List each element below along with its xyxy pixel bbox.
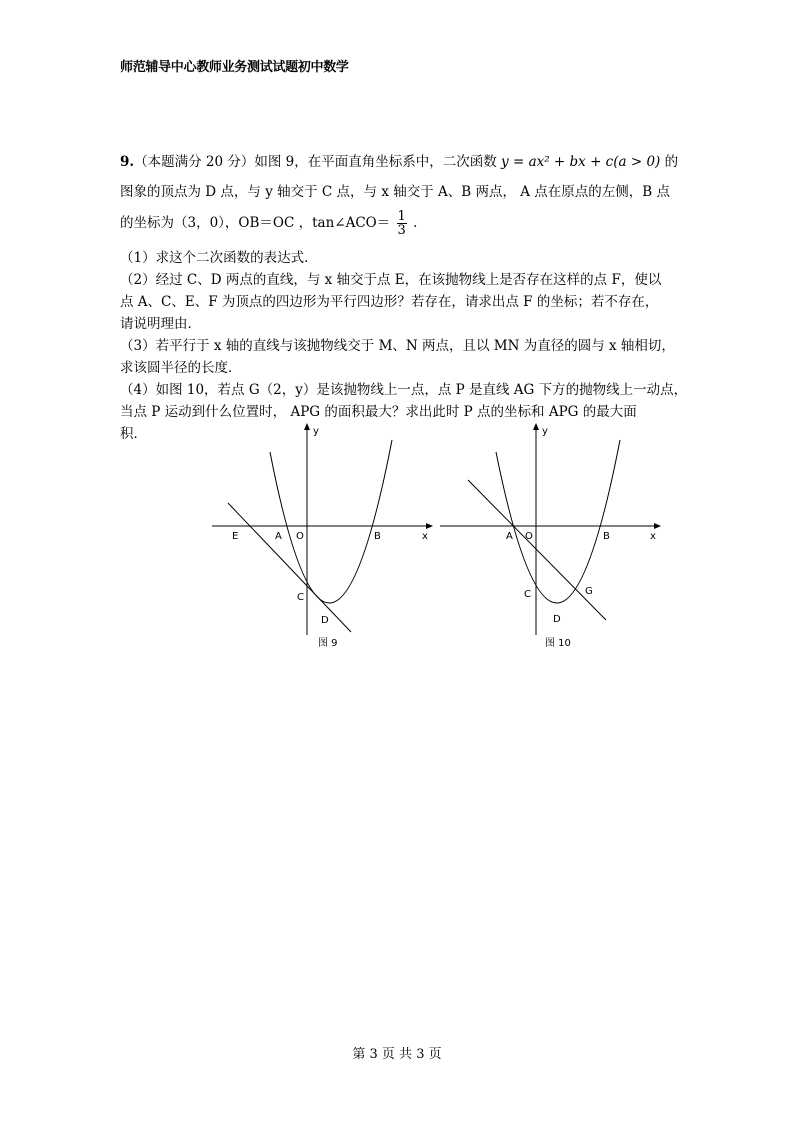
problem-number: 9	[120, 154, 130, 170]
figure-9	[212, 424, 432, 635]
quadratic-formula: y = ax² + bx + c(a > 0)	[501, 154, 661, 170]
question-4-line-1: （4）如图 10，若点 G（2，y）是该抛物线上一点，点 P 是直线 AG 下方的抛物线上一动点，	[120, 382, 688, 398]
fig10-label-y: y	[542, 426, 548, 437]
fig10-label-o: O	[525, 531, 533, 542]
question-2-line-1: （2）经过 C、D 两点的直线，与 x 轴交于点 E，在该抛物线上是否存在这样的点 F，使以	[120, 272, 662, 288]
fig9-label-y: y	[313, 426, 319, 437]
question-4-line-2: 当点 P 运动到什么位置时， APG 的面积最大？求出此时 P 点的坐标和 APG 的最大面	[120, 404, 637, 420]
fig10-label-c: C	[524, 589, 531, 600]
fig9-parabola	[270, 440, 392, 603]
fraction-denominator: 3	[397, 223, 406, 238]
fig9-caption: 图 9	[318, 638, 338, 649]
fig9-label-b: B	[374, 531, 381, 542]
problem-line-2: 图象的顶点为 D 点，与 y 轴交于 C 点，与 x 轴交于 A、B 两点， A 点在原点的左侧，B 点	[120, 184, 671, 200]
given-end: .	[413, 215, 418, 231]
fig9-line-ce	[228, 503, 351, 632]
fig10-label-a: A	[506, 531, 513, 542]
fraction-numerator: 1	[397, 209, 406, 224]
fig9-label-a: A	[275, 531, 282, 542]
question-3-line-2: 求该圆半径的长度．	[120, 360, 242, 376]
question-3-line-1: （3）若平行于 x 轴的直线与该抛物线交于 M、N 两点，且以 MN 为直径的圆与 x 轴相切，	[120, 338, 675, 354]
question-2-line-2: 点 A、C、E、F 为顶点的四边形为平行四边形？若存在，请求出点 F 的坐标；若不存在，	[120, 294, 659, 310]
problem-line-1: 9.（本题满分 20 分）如图 9，在平面直角坐标系中，二次函数 y = ax² + bx + c(a > 0) 的	[120, 154, 679, 170]
question-1: （1）求这个二次函数的表达式．	[120, 250, 318, 266]
problem-intro: （本题满分 20 分）如图 9，在平面直角坐标系中，二次函数	[134, 154, 497, 170]
fig10-line-ag	[468, 480, 606, 620]
question-4-line-3: 积．	[120, 426, 147, 442]
problem-intro-end: 的	[664, 154, 679, 170]
fig10-label-d: D	[553, 614, 561, 625]
fig9-label-e: E	[232, 531, 239, 542]
fig9-label-d: D	[321, 615, 329, 626]
page-footer: 第 3 页 共 3 页	[352, 1047, 442, 1062]
fig10-parabola	[496, 440, 620, 603]
figure-10	[440, 424, 660, 635]
fig9-label-o: O	[296, 531, 304, 542]
fig9-label-c: C	[297, 592, 304, 603]
fig10-label-x: x	[650, 531, 656, 542]
given-conditions: 的坐标为（3，0），OB＝OC ，tan∠ACO＝	[120, 215, 391, 231]
fig10-label-g: G	[585, 586, 593, 597]
fig9-label-x: x	[422, 531, 428, 542]
fig10-caption: 图 10	[545, 638, 571, 649]
fig10-label-b: B	[603, 531, 610, 542]
question-2-line-3: 请说明理由．	[120, 316, 201, 332]
page-header: 师范辅导中心教师业务测试试题初中数学	[120, 60, 349, 75]
